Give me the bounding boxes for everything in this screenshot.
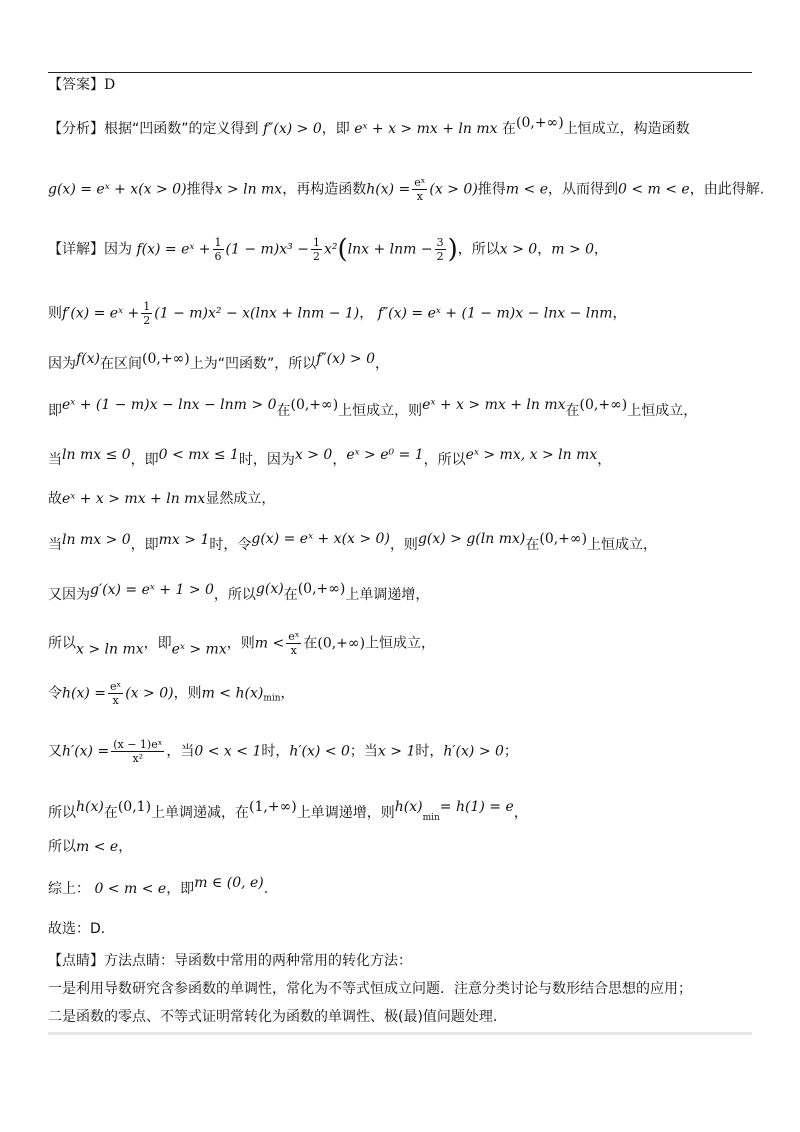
text: ，当 bbox=[166, 743, 195, 760]
text: 时，令 bbox=[209, 537, 252, 553]
numerator: eˣ bbox=[414, 176, 426, 189]
text: 上为“凹函数”，所以 bbox=[189, 356, 317, 372]
detail-line-9 bbox=[48, 630, 435, 659]
text: 当 bbox=[48, 452, 62, 468]
math: (0,+∞) bbox=[516, 115, 564, 131]
text: ， bbox=[612, 305, 627, 322]
math: eˣ + x > mx + ln mx bbox=[62, 491, 206, 507]
math: = h(1) = e bbox=[439, 799, 514, 815]
text: ， bbox=[597, 452, 612, 468]
math: ln mx > 0 bbox=[62, 532, 131, 548]
text: 时， bbox=[261, 743, 290, 760]
text: 因为 bbox=[104, 241, 132, 258]
denominator: 2 bbox=[312, 250, 320, 263]
math: x > 0 bbox=[294, 447, 333, 463]
text: ，从而得到 bbox=[547, 181, 618, 198]
math: eˣ + x > mx + ln mx bbox=[354, 121, 498, 137]
text: ， bbox=[118, 839, 133, 855]
text: ，所以 bbox=[423, 452, 466, 468]
text: 上单调递增，则 bbox=[296, 805, 395, 821]
math: (0,1) bbox=[117, 799, 152, 815]
math: g(x) > g(ln mx) bbox=[417, 531, 526, 547]
math: h(x) bbox=[394, 799, 423, 815]
text: 故 bbox=[48, 491, 62, 507]
text: 上恒成立， bbox=[587, 537, 658, 553]
fraction bbox=[108, 680, 123, 707]
text: ， bbox=[375, 356, 389, 372]
text: ，即 bbox=[321, 121, 350, 137]
math: (1 − m)x³ − bbox=[225, 241, 309, 258]
text: 上单调递增， bbox=[345, 587, 430, 603]
math: f(x) = eˣ + bbox=[136, 241, 211, 258]
text: ，即 bbox=[143, 635, 172, 652]
math: m < e bbox=[76, 839, 119, 855]
math: (x > 0) bbox=[125, 685, 174, 702]
text: ，即 bbox=[130, 452, 159, 468]
math: g(x) = eˣ + x(x > 0) bbox=[48, 181, 187, 198]
text: 综上： bbox=[48, 881, 90, 897]
math: (0,+∞) bbox=[317, 635, 366, 652]
paren: ( bbox=[337, 234, 348, 265]
denominator: x² bbox=[132, 752, 144, 765]
fraction bbox=[111, 738, 164, 765]
detail-line-8 bbox=[48, 580, 429, 604]
text: 在 bbox=[103, 805, 118, 821]
text: ，则 bbox=[173, 685, 202, 702]
top-rule bbox=[48, 72, 752, 73]
math: (0,+∞) bbox=[579, 397, 628, 413]
numerator: eˣ bbox=[110, 680, 122, 693]
text: 在 bbox=[276, 403, 291, 419]
text: 因为 bbox=[48, 356, 76, 372]
detail-line-6 bbox=[48, 490, 275, 508]
math: g(x) bbox=[255, 581, 284, 597]
math: eˣ + x > mx + ln mx bbox=[422, 397, 566, 413]
math: m < bbox=[254, 635, 285, 652]
detail-line-13 bbox=[48, 838, 132, 856]
math: m < e bbox=[505, 181, 548, 198]
text: ， bbox=[537, 241, 552, 258]
text: 所以 bbox=[48, 839, 76, 855]
analysis-line-1 bbox=[48, 114, 690, 138]
text: ，所以 bbox=[457, 241, 500, 258]
text: 所以 bbox=[48, 805, 76, 821]
text: ，由此得解. bbox=[689, 181, 765, 198]
text: 上单调递减，在 bbox=[151, 805, 250, 821]
text: ， bbox=[359, 305, 374, 322]
detail-line-10 bbox=[48, 680, 295, 708]
text: ，则 bbox=[226, 635, 255, 652]
text: 显然成立， bbox=[205, 491, 276, 507]
text: 推得 bbox=[186, 181, 215, 198]
math: h(x) bbox=[76, 799, 104, 815]
text: ， bbox=[513, 805, 528, 821]
detail-line-2 bbox=[48, 300, 627, 327]
text: 二是函数的零点、不等式证明常转化为函数的单调性、极(最)值问题处理. bbox=[48, 1009, 498, 1025]
math: 0 < x < 1 bbox=[194, 743, 262, 760]
text: 一是利用导数研究含参函数的单调性，常化为不等式恒成立问题．注意分类讨论与数形结合思想的应用； bbox=[48, 981, 692, 997]
text: 时， bbox=[415, 743, 444, 760]
denominator: 2 bbox=[436, 250, 444, 263]
math: x > 0 bbox=[499, 241, 538, 258]
text: ， bbox=[280, 685, 295, 702]
math: mx > 1 bbox=[158, 532, 210, 548]
fraction bbox=[435, 236, 446, 263]
math: (0,+∞) bbox=[539, 531, 588, 547]
math: m ∈ (0, e) bbox=[194, 875, 264, 891]
math: x² bbox=[323, 241, 338, 258]
text: 令 bbox=[48, 685, 62, 702]
text: 上恒成立，构造函数 bbox=[563, 121, 690, 137]
math: h(x) = bbox=[366, 181, 411, 198]
comment-line-3 bbox=[48, 1008, 497, 1026]
fraction bbox=[213, 236, 224, 263]
math: h(x) = bbox=[62, 685, 107, 702]
text: 推得 bbox=[477, 181, 506, 198]
math: eˣ + (1 − m)x − lnx − lnm > 0 bbox=[62, 397, 277, 413]
text: ，再构造函数 bbox=[282, 181, 367, 198]
numerator: 3 bbox=[436, 236, 444, 249]
detail-line-11 bbox=[48, 738, 518, 765]
text: . bbox=[263, 881, 269, 897]
subscript: min bbox=[263, 693, 281, 704]
answer-line bbox=[48, 76, 115, 94]
comment-line-1 bbox=[48, 952, 412, 970]
detail-line-4 bbox=[48, 396, 697, 420]
text: ；当 bbox=[349, 743, 378, 760]
denominator: x bbox=[416, 190, 423, 203]
math: lnx + lnm − bbox=[347, 241, 433, 258]
text: 上恒成立， bbox=[627, 403, 698, 419]
math: x > ln mx bbox=[214, 181, 283, 198]
detail-line-7 bbox=[48, 530, 657, 554]
text: 方法点睛：导函数中常用的两种常用的转化方法： bbox=[104, 953, 412, 969]
math: g′(x) = eˣ + 1 > 0 bbox=[90, 582, 214, 598]
math: (1 − m)x² − x(lnx + lnm − 1) bbox=[154, 305, 360, 322]
detail-line-3 bbox=[48, 350, 389, 373]
math: (0,+∞) bbox=[297, 581, 346, 597]
analysis-label: 【分析】 bbox=[48, 121, 104, 137]
math: (0,+∞) bbox=[290, 397, 339, 413]
detail-line-14 bbox=[48, 874, 268, 898]
math: h′(x) < 0 bbox=[289, 743, 350, 760]
paren: ) bbox=[447, 234, 458, 265]
text: 当 bbox=[48, 537, 62, 553]
denominator: 6 bbox=[214, 250, 222, 263]
subscript: min bbox=[422, 813, 440, 823]
math: m > 0 bbox=[551, 241, 595, 258]
numerator: 1 bbox=[312, 236, 320, 249]
math: h′(x) > 0 bbox=[443, 743, 504, 760]
math: f′(x) = eˣ + bbox=[62, 305, 140, 322]
detail-line-1 bbox=[48, 236, 608, 263]
fraction bbox=[311, 236, 322, 263]
text: 上恒成立， bbox=[365, 635, 436, 652]
fraction bbox=[286, 630, 301, 657]
math: f″(x) > 0 bbox=[316, 351, 375, 367]
text: 所以 bbox=[48, 635, 76, 652]
math: (0,+∞) bbox=[142, 351, 190, 367]
text: ， bbox=[594, 241, 609, 258]
numerator: 1 bbox=[214, 236, 222, 249]
denominator: x bbox=[290, 644, 297, 657]
text: 在 bbox=[283, 587, 298, 603]
math: f″(x) > 0 bbox=[262, 121, 322, 137]
text: ，即 bbox=[166, 881, 195, 897]
math: eˣ > e⁰ = 1 bbox=[346, 447, 424, 463]
text: 上恒成立，则 bbox=[338, 403, 423, 419]
detail-label: 【详解】 bbox=[48, 241, 104, 258]
text: 在 bbox=[502, 121, 516, 137]
text: 在 bbox=[525, 537, 540, 553]
text: 时，因为 bbox=[238, 452, 295, 468]
math: eˣ > mx bbox=[171, 641, 227, 658]
fraction bbox=[141, 300, 152, 327]
denominator: 2 bbox=[143, 314, 151, 327]
detail-line-5 bbox=[48, 446, 611, 469]
text: 故选：D. bbox=[48, 921, 106, 937]
comment-label: 【点睛】 bbox=[48, 953, 104, 969]
text: 则 bbox=[48, 305, 62, 322]
text: ，即 bbox=[130, 537, 159, 553]
numerator: 1 bbox=[143, 300, 151, 313]
text: 又 bbox=[48, 743, 62, 760]
math: (1,+∞) bbox=[249, 799, 297, 815]
text: 又因为 bbox=[48, 587, 90, 603]
math: x > 1 bbox=[377, 743, 416, 760]
answer-label: 【答案】 bbox=[48, 77, 104, 93]
text: 即 bbox=[48, 403, 62, 419]
text: ， bbox=[332, 452, 347, 468]
math: 0 < mx ≤ 1 bbox=[158, 447, 239, 463]
answer-value: D bbox=[104, 77, 116, 93]
math: f″(x) = eˣ + (1 − m)x − lnx − lnm bbox=[377, 305, 613, 322]
text: 在区间 bbox=[100, 356, 143, 372]
denominator: x bbox=[112, 694, 119, 707]
text: ，所以 bbox=[213, 587, 256, 603]
fraction bbox=[412, 176, 427, 203]
text: 根据“凹函数”的定义得到 bbox=[104, 121, 259, 137]
text: 在 bbox=[303, 635, 318, 652]
text: ，则 bbox=[389, 537, 418, 553]
math: x > ln mx bbox=[76, 641, 144, 658]
bottom-band bbox=[48, 1032, 752, 1035]
math: m < h(x) bbox=[201, 685, 264, 702]
numerator: (x − 1)eˣ bbox=[113, 738, 163, 751]
text: 在 bbox=[565, 403, 580, 419]
math: ln mx ≤ 0 bbox=[62, 447, 131, 463]
math: g(x) = eˣ + x(x > 0) bbox=[251, 531, 390, 547]
math: h′(x) = bbox=[62, 743, 110, 760]
math: 0 < m < e bbox=[94, 881, 167, 897]
detail-line-12 bbox=[48, 798, 528, 827]
analysis-line-2 bbox=[48, 176, 764, 203]
text: ； bbox=[503, 743, 518, 760]
math: eˣ > mx, x > ln mx bbox=[465, 447, 598, 463]
math: 0 < m < e bbox=[617, 181, 690, 198]
numerator: eˣ bbox=[288, 630, 300, 643]
math: (x > 0) bbox=[429, 181, 478, 198]
detail-conclusion bbox=[48, 920, 105, 938]
math: f(x) bbox=[76, 351, 101, 367]
comment-line-2 bbox=[48, 980, 692, 998]
